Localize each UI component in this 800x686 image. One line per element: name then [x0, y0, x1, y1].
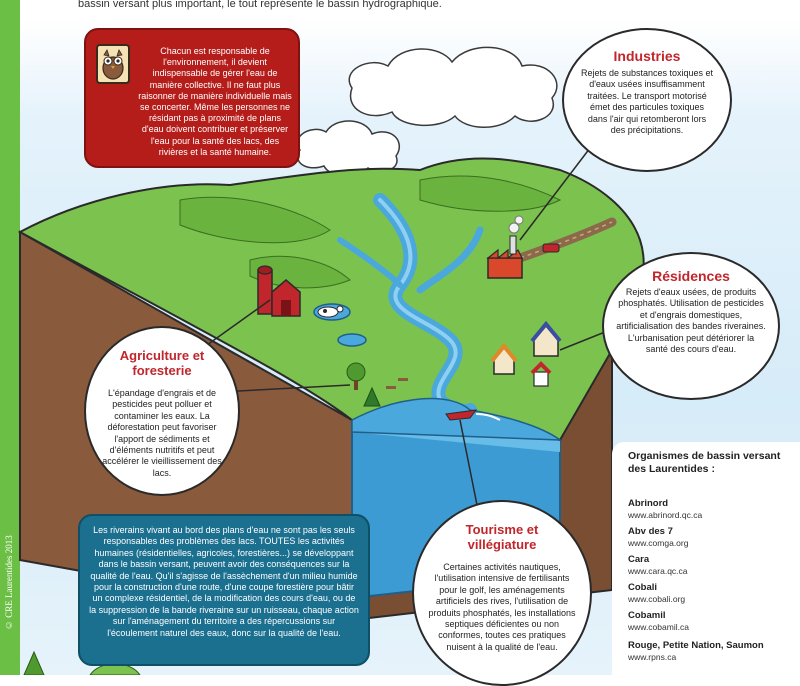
- org-item-cara: [628, 554, 796, 577]
- tourisme-callout: [412, 500, 592, 686]
- org-name: Abv des 7: [628, 526, 673, 537]
- responsibility-text: Chacun est responsable de l'environnement, il devient indispensable de gérer l'eau de manière collective. Il ne faut plus raisonner de manière individuelle mais se concerter. Même les personnes ne résidant pas à proximité de plans d'eau doivent contribuer et préserver l'eau pour la santé des lacs, des rivières et la santé humaine.: [138, 46, 292, 157]
- tourisme-title: Tourisme et villégiature: [465, 522, 539, 552]
- org-item-abrinord: [628, 498, 796, 521]
- agriculture-title: Agriculture et foresterie: [119, 348, 205, 378]
- residences-title: Résidences: [652, 268, 730, 284]
- org-item-cobamil: [628, 610, 796, 633]
- org-url[interactable]: www.comga.org: [628, 538, 689, 548]
- riverains-box: [78, 514, 370, 666]
- org-url[interactable]: www.cara.qc.ca: [628, 566, 688, 576]
- riverains-text: Les riverains vivant au bord des plans d'eau ne sont pas les seuls responsables des problèmes des lacs. TOUTES les activités humaines (résidentielles, agricoles, forestières...) se développant dans le bassin versant, peuvent avoir des conséquences sur la qualité de l'eau. Qu'il s'agisse de l'assèchement d'un milieu humide pour la construction d'une route, d'une coupe forestière pour bâtir un complexe résidentiel, de la modification des cours d'eau, ou de la suppression de la bande riveraine sur un ruisseau, chaque action sur l'aménagement du territoire a des répercussions sur l'écoulement naturel des eaux, donc sur la qualité de l'eau.: [89, 525, 359, 638]
- organismes-panel: [612, 442, 800, 675]
- responsibility-box: [84, 28, 300, 168]
- org-name: Cara: [628, 554, 650, 565]
- org-name: Abrinord: [628, 498, 669, 509]
- org-item-rpns: [628, 640, 796, 663]
- tourisme-text: Certaines activités nautiques, l'utilisation intensive de fertilisants pour le golf, les aménagements artificiels des rives, l'utilisation de produits phosphatés, les installations septiques déficientes ou non conformes, toutes ces pratiques nuisent à la qualité de l'eau.: [428, 562, 576, 652]
- org-url[interactable]: www.cobali.org: [628, 594, 686, 604]
- car-icon: [543, 244, 559, 252]
- org-item-cobali: [628, 582, 796, 605]
- org-name: Rouge, Petite Nation, Saumon: [628, 640, 764, 651]
- residences-callout: [602, 252, 780, 400]
- cloud-icon: [349, 47, 557, 127]
- org-name: Cobali: [628, 582, 658, 593]
- org-name: Cobamil: [628, 610, 666, 621]
- industries-text: Rejets de substances toxiques et d'eaux usées insuffisamment traitées. Le transport motorisé émet des particules toxiques dans l'air qui retomberont lors des précipitations.: [580, 68, 714, 136]
- org-url[interactable]: www.cobamil.ca: [628, 622, 689, 632]
- industries-title: Industries: [613, 48, 681, 64]
- org-item-abv-des-7: [628, 526, 796, 549]
- industries-callout: [562, 28, 732, 172]
- intro-text: bassin versant plus important, le tout représente le bassin hydrographique.: [78, 0, 442, 10]
- copyright-text: © CRE Laurentides 2013: [4, 535, 14, 630]
- organismes-title: Organismes de bassin versant des Laurentides :: [628, 450, 781, 475]
- agriculture-text: L'épandage d'engrais et de pesticides peut polluer et contaminer les eaux. La déforestation peut favoriser l'apport de sédiments et d'éléments nutritifs et peut accélérer le vieillissement des lacs.: [102, 388, 222, 478]
- residences-text: Rejets d'eaux usées, de produits phosphatés. Utilisation de pesticides et d'engrais domestiques, artificialisation des bandes riveraines. L'urbanisation peut détériorer la santé des cours d'eau.: [616, 287, 766, 355]
- agriculture-callout: [84, 326, 240, 496]
- org-url[interactable]: www.rpns.ca: [628, 652, 677, 662]
- org-url[interactable]: www.abrinord.qc.ca: [628, 510, 703, 520]
- owl-icon: [96, 44, 130, 84]
